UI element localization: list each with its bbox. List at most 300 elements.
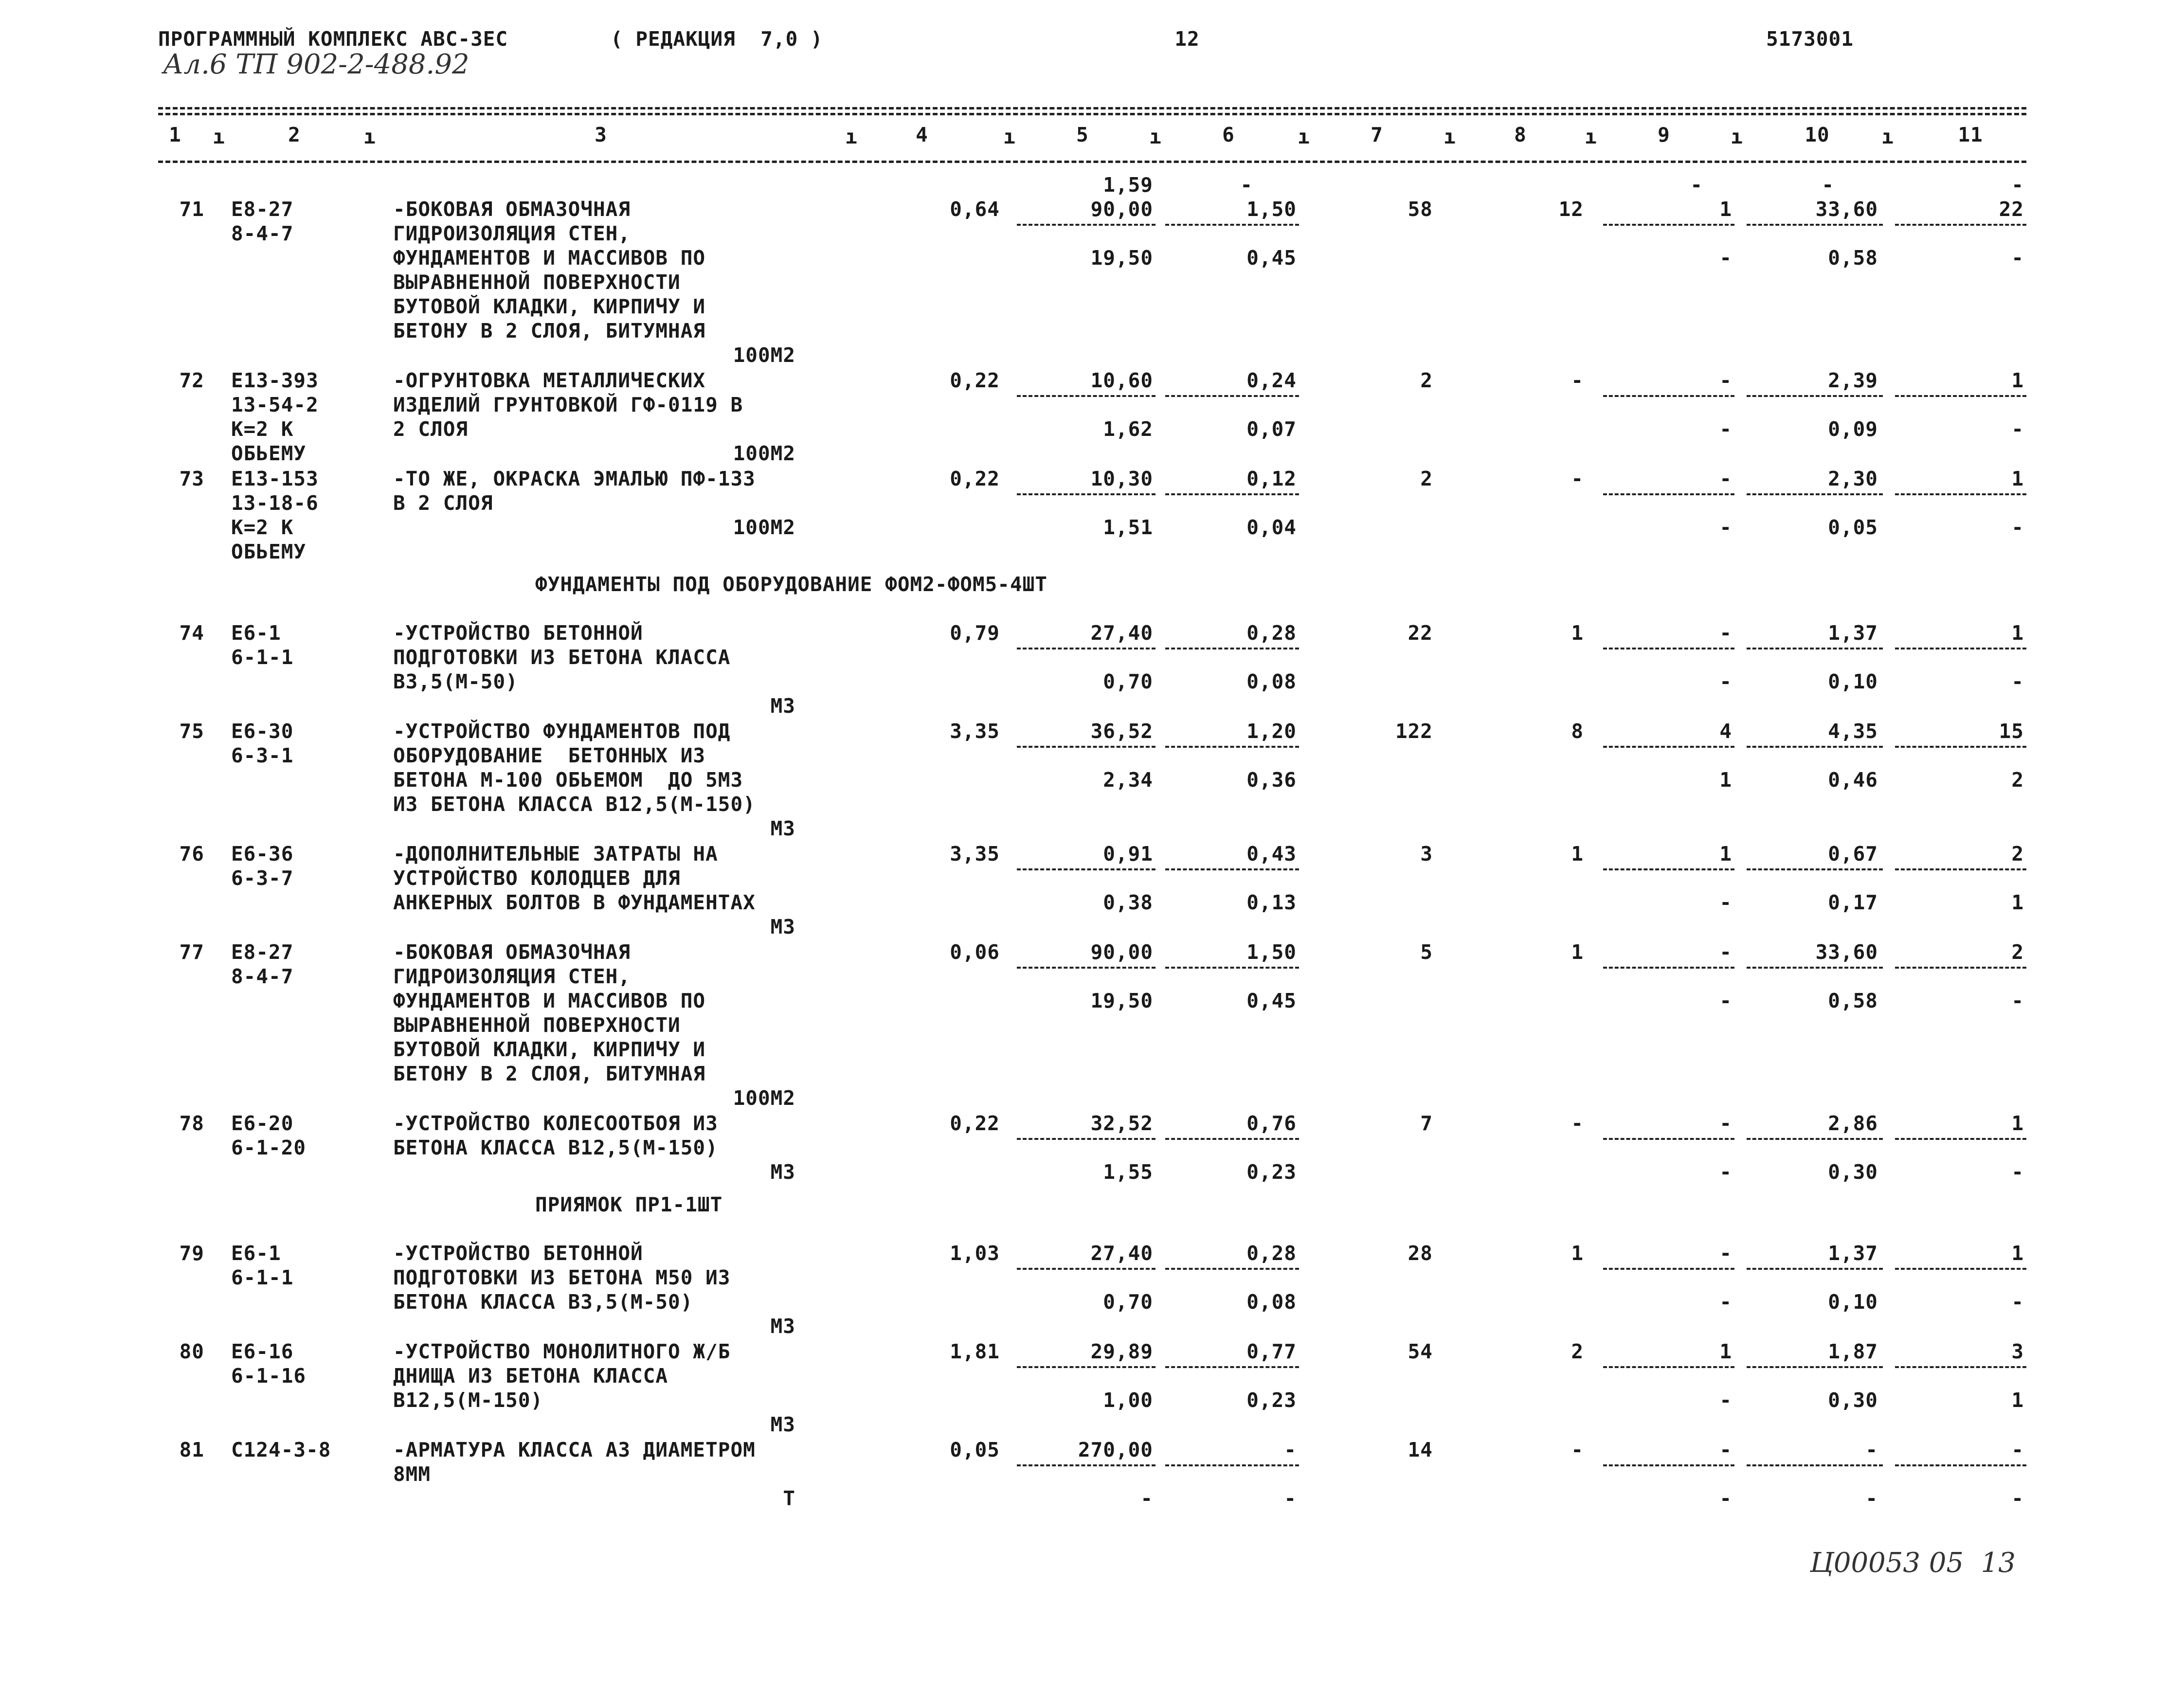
value-c8: 2	[1571, 1340, 1584, 1363]
value-c5: 19,50	[1090, 989, 1153, 1012]
row-number: 74	[179, 621, 204, 645]
fraction-rule-c10	[1747, 395, 1883, 397]
fraction-rule-c9	[1603, 1464, 1734, 1466]
value-c11: 2	[2011, 940, 2024, 964]
value-c10: -	[1865, 1487, 1878, 1510]
value-c6: 0,45	[1246, 246, 1297, 270]
value-c7: 14	[1408, 1438, 1433, 1461]
fraction-rule-c9	[1603, 746, 1734, 748]
page-number: 12	[1174, 27, 1200, 51]
handwritten-reference: Ал.6 ТП 902-2-488.92	[163, 49, 469, 80]
value-c6: 0,07	[1246, 417, 1297, 441]
fraction-rule-c11	[1895, 1366, 2026, 1368]
norm-code: Е13-153	[231, 467, 319, 490]
work-description: -ОГРУНТОВКА МЕТАЛЛИЧЕСКИХ	[393, 369, 706, 392]
value-c10: 0,10	[1828, 1290, 1878, 1314]
fraction-rule-c11	[1895, 395, 2026, 397]
value-c4: 0,06	[950, 940, 1000, 964]
value-c10: 0,05	[1828, 516, 1878, 539]
norm-code: 6-3-1	[231, 744, 294, 767]
unit-label: М3	[770, 915, 795, 938]
handwritten-sheet-number: Ц00053 05 13	[1810, 1547, 2016, 1579]
value-c11: -	[2011, 1487, 2024, 1510]
fraction-rule-c9	[1603, 648, 1734, 649]
value-c9: -	[1719, 1290, 1732, 1314]
fraction-rule-c9	[1603, 868, 1734, 870]
work-description: ФУНДАМЕНТОВ И МАССИВОВ ПО	[393, 989, 706, 1012]
fraction-rule-c11	[1895, 967, 2026, 969]
fraction-rule-c11	[1895, 224, 2026, 226]
value-c6: 0,28	[1246, 1242, 1297, 1265]
value-c9: -	[1719, 670, 1732, 693]
value-c5: 0,91	[1103, 842, 1153, 866]
value-c5: 90,00	[1090, 198, 1153, 221]
fraction-rule-c6	[1165, 1464, 1299, 1466]
value-c11: -	[2011, 417, 2024, 441]
norm-code: 6-3-7	[231, 866, 294, 890]
value-c10: -	[1865, 1438, 1878, 1461]
column-separator: ı	[1003, 125, 1016, 148]
column-separator: ı	[1444, 125, 1456, 148]
work-description: ИЗДЕЛИЙ ГРУНТОВКОЙ ГФ-0119 В	[393, 393, 743, 416]
value-c7: 5	[1420, 940, 1433, 964]
value-c5: 1,59	[1103, 173, 1153, 197]
column-header-1: 1	[169, 123, 181, 146]
fraction-rule-c6	[1165, 1268, 1299, 1270]
column-separator: ı	[213, 125, 225, 148]
fraction-rule-c10	[1747, 648, 1883, 649]
column-header-4: 4	[916, 123, 928, 146]
value-c10: 4,35	[1828, 720, 1878, 743]
fraction-rule-c10	[1747, 1138, 1883, 1140]
fraction-rule-c10	[1747, 1464, 1883, 1466]
value-c4: 0,05	[950, 1438, 1000, 1461]
work-description: БЕТОНУ В 2 СЛОЯ, БИТУМНАЯ	[393, 1062, 706, 1085]
value-c4: 0,22	[950, 467, 1000, 490]
section-heading: ПРИЯМОК ПР1-1ШТ	[535, 1193, 723, 1216]
value-c10: 1,37	[1828, 1242, 1878, 1265]
edition-label: ( РЕДАКЦИЯ 7,0 )	[611, 27, 823, 51]
norm-code: 13-18-6	[231, 491, 319, 515]
row-number: 71	[179, 198, 204, 221]
column-header-10: 10	[1805, 123, 1830, 146]
value-c4: 1,03	[950, 1242, 1000, 1265]
norm-code: ОБЬЕМУ	[231, 442, 307, 465]
value-c10: 2,30	[1828, 467, 1878, 490]
value-c9: -	[1690, 173, 1703, 197]
document-code: 5173001	[1766, 27, 1854, 51]
value-c6: 1,20	[1246, 720, 1297, 743]
value-c9: -	[1719, 1242, 1732, 1265]
work-description: -БОКОВАЯ ОБМАЗОЧНАЯ	[393, 940, 631, 964]
work-description: БЕТОНУ В 2 СЛОЯ, БИТУМНАЯ	[393, 319, 706, 343]
fraction-rule-c11	[1895, 868, 2026, 870]
work-description: -УСТРОЙСТВО ФУНДАМЕНТОВ ПОД	[393, 720, 731, 743]
value-c5: 19,50	[1090, 246, 1153, 270]
value-c5: 0,70	[1103, 670, 1153, 693]
work-description: -ДОПОЛНИТЕЛЬНЫЕ ЗАТРАТЫ НА	[393, 842, 718, 866]
value-c8: -	[1571, 1112, 1584, 1135]
value-c9: -	[1719, 1438, 1732, 1461]
value-c8: 1	[1571, 621, 1584, 645]
value-c8: 1	[1571, 1242, 1584, 1265]
value-c5: 27,40	[1090, 621, 1153, 645]
column-separator: ı	[1298, 125, 1310, 148]
work-description: ФУНДАМЕНТОВ И МАССИВОВ ПО	[393, 246, 706, 270]
value-c11: -	[2011, 173, 2024, 197]
fraction-rule-c5	[1017, 1464, 1155, 1466]
work-description: В3,5(М-50)	[393, 670, 518, 693]
norm-code: К=2 К	[231, 417, 294, 441]
fraction-rule-c5	[1017, 395, 1155, 397]
work-description: БУТОВОЙ КЛАДКИ, КИРПИЧУ И	[393, 1038, 706, 1061]
unit-label: 100М2	[733, 442, 795, 465]
work-description: УСТРОЙСТВО КОЛОДЦЕВ ДЛЯ	[393, 866, 681, 890]
value-c5: 1,00	[1103, 1388, 1153, 1412]
column-separator: ı	[845, 125, 858, 148]
value-c9: -	[1719, 246, 1732, 270]
value-c10: 33,60	[1815, 940, 1878, 964]
fraction-rule-c5	[1017, 868, 1155, 870]
work-description: 8ММ	[393, 1462, 431, 1486]
fraction-rule-c11	[1895, 746, 2026, 748]
fraction-rule-c10	[1747, 967, 1883, 969]
value-c11: 1	[2011, 1388, 2024, 1412]
value-c6: 0,24	[1246, 369, 1297, 392]
fraction-rule-c5	[1017, 1366, 1155, 1368]
unit-label: 100М2	[733, 516, 795, 539]
value-c4: 0,22	[950, 1112, 1000, 1135]
value-c5: 27,40	[1090, 1242, 1153, 1265]
column-header-7: 7	[1371, 123, 1383, 146]
fraction-rule-c11	[1895, 1138, 2026, 1140]
value-c9: -	[1719, 1112, 1732, 1135]
value-c6: -	[1240, 173, 1253, 197]
value-c7: 22	[1408, 621, 1433, 645]
value-c10: 33,60	[1815, 198, 1878, 221]
fraction-rule-c10	[1747, 1366, 1883, 1368]
work-description: -УСТРОЙСТВО КОЛЕСООТБОЯ ИЗ	[393, 1112, 718, 1135]
norm-code: 6-1-20	[231, 1136, 307, 1159]
fraction-rule-c10	[1747, 224, 1883, 226]
fraction-rule-c10	[1747, 493, 1883, 495]
work-description: В12,5(М-150)	[393, 1388, 543, 1412]
value-c9: 4	[1719, 720, 1732, 743]
value-c8: -	[1571, 369, 1584, 392]
norm-code: Е8-27	[231, 198, 294, 221]
value-c6: 0,08	[1246, 670, 1297, 693]
norm-code: Е6-1	[231, 621, 281, 645]
value-c8: 8	[1571, 720, 1584, 743]
value-c6: 0,45	[1246, 989, 1297, 1012]
value-c7: 2	[1420, 369, 1433, 392]
work-description: ПОДГОТОВКИ ИЗ БЕТОНА КЛАССА	[393, 646, 731, 669]
value-c6: 0,77	[1246, 1340, 1297, 1363]
fraction-rule-c6	[1165, 1366, 1299, 1368]
value-c11: 1	[2011, 891, 2024, 914]
value-c5: 2,34	[1103, 768, 1153, 792]
value-c11: 15	[1999, 720, 2024, 743]
value-c5: 270,00	[1078, 1438, 1153, 1461]
value-c10: -	[1822, 173, 1834, 197]
value-c11: -	[2011, 246, 2024, 270]
fraction-rule-c6	[1165, 395, 1299, 397]
value-c10: 0,09	[1828, 417, 1878, 441]
work-description: В 2 СЛОЯ	[393, 491, 493, 515]
norm-code: Е8-27	[231, 940, 294, 964]
fraction-rule-c11	[1895, 648, 2026, 649]
value-c5: -	[1140, 1487, 1153, 1510]
value-c10: 0,58	[1828, 246, 1878, 270]
column-header-5: 5	[1076, 123, 1089, 146]
value-c5: 32,52	[1090, 1112, 1153, 1135]
value-c6: -	[1284, 1438, 1297, 1461]
value-c5: 0,38	[1103, 891, 1153, 914]
value-c9: -	[1719, 1388, 1732, 1412]
value-c5: 1,51	[1103, 516, 1153, 539]
work-description: БЕТОНА М-100 ОБЬЕМОМ ДО 5М3	[393, 768, 743, 792]
value-c8: 12	[1558, 198, 1584, 221]
fraction-rule-c9	[1603, 493, 1734, 495]
value-c5: 29,89	[1090, 1340, 1153, 1363]
value-c9: -	[1719, 989, 1732, 1012]
fraction-rule-c5	[1017, 493, 1155, 495]
value-c11: 1	[2011, 1242, 2024, 1265]
work-description: ВЫРАВНЕННОЙ ПОВЕРХНОСТИ	[393, 270, 681, 294]
value-c6: 0,28	[1246, 621, 1297, 645]
fraction-rule-c9	[1603, 1366, 1734, 1368]
row-number: 75	[179, 720, 204, 743]
norm-code: 6-1-16	[231, 1364, 307, 1388]
row-number: 78	[179, 1112, 204, 1135]
value-c8: -	[1571, 1438, 1584, 1461]
column-separator: ı	[1731, 125, 1743, 148]
norm-code: Е6-16	[231, 1340, 294, 1363]
value-c11: -	[2011, 670, 2024, 693]
column-separator: ı	[1149, 125, 1162, 148]
value-c10: 0,17	[1828, 891, 1878, 914]
fraction-rule-c6	[1165, 967, 1299, 969]
fraction-rule-c5	[1017, 967, 1155, 969]
work-description: ОБОРУДОВАНИЕ БЕТОННЫХ ИЗ	[393, 744, 706, 767]
unit-label: 100М2	[733, 1086, 795, 1110]
row-number: 79	[179, 1242, 204, 1265]
fraction-rule-c6	[1165, 746, 1299, 748]
fraction-rule-c10	[1747, 1268, 1883, 1270]
value-c9: 1	[1719, 198, 1732, 221]
value-c6: 0,13	[1246, 891, 1297, 914]
work-description: БЕТОНА КЛАССА В12,5(М-150)	[393, 1136, 718, 1159]
column-separator: ı	[363, 125, 376, 148]
header-bottom-rule	[158, 161, 2026, 163]
value-c10: 0,30	[1828, 1160, 1878, 1184]
fraction-rule-c6	[1165, 648, 1299, 649]
work-description: ГИДРОИЗОЛЯЦИЯ СТЕН,	[393, 222, 631, 245]
value-c4: 3,35	[950, 720, 1000, 743]
work-description: ВЫРАВНЕННОЙ ПОВЕРХНОСТИ	[393, 1013, 681, 1037]
norm-code: Е6-30	[231, 720, 294, 743]
value-c7: 58	[1408, 198, 1433, 221]
value-c6: 0,43	[1246, 842, 1297, 866]
value-c9: -	[1719, 940, 1732, 964]
unit-label: М3	[770, 1413, 795, 1436]
value-c5: 36,52	[1090, 720, 1153, 743]
value-c11: 1	[2011, 1112, 2024, 1135]
value-c11: 1	[2011, 467, 2024, 490]
work-description: -ТО ЖЕ, ОКРАСКА ЭМАЛЬЮ ПФ-133	[393, 467, 756, 490]
norm-code: 8-4-7	[231, 222, 294, 245]
work-description: -УСТРОЙСТВО БЕТОННОЙ	[393, 621, 643, 645]
value-c6: 0,23	[1246, 1388, 1297, 1412]
value-c11: -	[2011, 1438, 2024, 1461]
column-header-8: 8	[1514, 123, 1527, 146]
work-description: АНКЕРНЫХ БОЛТОВ В ФУНДАМЕНТАХ	[393, 891, 756, 914]
unit-label: М3	[770, 817, 795, 840]
fraction-rule-c5	[1017, 1138, 1155, 1140]
value-c4: 0,22	[950, 369, 1000, 392]
value-c6: 0,08	[1246, 1290, 1297, 1314]
value-c7: 54	[1408, 1340, 1433, 1363]
norm-code: 8-4-7	[231, 965, 294, 988]
row-number: 76	[179, 842, 204, 866]
unit-label: М3	[770, 694, 795, 718]
value-c5: 1,62	[1103, 417, 1153, 441]
work-description: -БОКОВАЯ ОБМАЗОЧНАЯ	[393, 198, 631, 221]
fraction-rule-c9	[1603, 1268, 1734, 1270]
unit-label: М3	[770, 1160, 795, 1184]
unit-label: Т	[783, 1487, 795, 1510]
value-c8: 1	[1571, 842, 1584, 866]
value-c11: -	[2011, 989, 2024, 1012]
value-c9: -	[1719, 621, 1732, 645]
section-heading: ФУНДАМЕНТЫ ПОД ОБОРУДОВАНИЕ ФОМ2-ФОМ5-4ШТ	[535, 573, 1048, 596]
value-c7: 3	[1420, 842, 1433, 866]
work-description: ДНИЩА ИЗ БЕТОНА КЛАССА	[393, 1364, 668, 1388]
fraction-rule-c11	[1895, 1268, 2026, 1270]
value-c8: 1	[1571, 940, 1584, 964]
value-c10: 1,87	[1828, 1340, 1878, 1363]
value-c11: 3	[2011, 1340, 2024, 1363]
column-header-2: 2	[288, 123, 301, 146]
work-description: БУТОВОЙ КЛАДКИ, КИРПИЧУ И	[393, 295, 706, 318]
value-c7: 7	[1420, 1112, 1433, 1135]
norm-code: ОБЬЕМУ	[231, 540, 307, 563]
value-c10: 0,46	[1828, 768, 1878, 792]
value-c11: 2	[2011, 768, 2024, 792]
value-c10: 2,86	[1828, 1112, 1878, 1135]
fraction-rule-c9	[1603, 1138, 1734, 1140]
value-c11: 1	[2011, 369, 2024, 392]
norm-code: 13-54-2	[231, 393, 319, 416]
table-top-rule-2	[158, 113, 2026, 115]
value-c9: 1	[1719, 1340, 1732, 1363]
fraction-rule-c6	[1165, 1138, 1299, 1140]
fraction-rule-c5	[1017, 746, 1155, 748]
value-c10: 0,58	[1828, 989, 1878, 1012]
fraction-rule-c6	[1165, 868, 1299, 870]
value-c11: -	[2011, 1160, 2024, 1184]
value-c10: 0,10	[1828, 670, 1878, 693]
value-c11: 1	[2011, 621, 2024, 645]
fraction-rule-c9	[1603, 224, 1734, 226]
value-c9: -	[1719, 369, 1732, 392]
value-c10: 0,30	[1828, 1388, 1878, 1412]
value-c9: -	[1719, 417, 1732, 441]
column-header-11: 11	[1958, 123, 1983, 146]
value-c6: 0,23	[1246, 1160, 1297, 1184]
value-c11: 22	[1999, 198, 2024, 221]
value-c4: 0,64	[950, 198, 1000, 221]
row-number: 73	[179, 467, 204, 490]
unit-label: 100М2	[733, 343, 795, 367]
value-c11: -	[2011, 1290, 2024, 1314]
table-top-rule	[158, 107, 2026, 109]
norm-code: Е6-1	[231, 1242, 281, 1265]
row-number: 81	[179, 1438, 204, 1461]
value-c5: 10,30	[1090, 467, 1153, 490]
fraction-rule-c5	[1017, 224, 1155, 226]
program-title: ПРОГРАММНЫЙ КОМПЛЕКС АВС-ЗЕС	[158, 27, 508, 51]
fraction-rule-c9	[1603, 395, 1734, 397]
column-header-3: 3	[595, 123, 607, 146]
fraction-rule-c5	[1017, 648, 1155, 649]
value-c5: 10,60	[1090, 369, 1153, 392]
value-c6: 0,36	[1246, 768, 1297, 792]
value-c9: -	[1719, 1160, 1732, 1184]
norm-code: Е13-393	[231, 369, 319, 392]
value-c4: 1,81	[950, 1340, 1000, 1363]
value-c5: 1,55	[1103, 1160, 1153, 1184]
value-c9: 1	[1719, 768, 1732, 792]
value-c9: -	[1719, 516, 1732, 539]
value-c5: 90,00	[1090, 940, 1153, 964]
row-number: 80	[179, 1340, 204, 1363]
value-c6: 0,12	[1246, 467, 1297, 490]
work-description: -УСТРОЙСТВО БЕТОННОЙ	[393, 1242, 643, 1265]
fraction-rule-c11	[1895, 493, 2026, 495]
value-c7: 122	[1395, 720, 1433, 743]
value-c9: 1	[1719, 842, 1732, 866]
column-header-6: 6	[1222, 123, 1235, 146]
column-separator: ı	[1585, 125, 1597, 148]
value-c7: 28	[1408, 1242, 1433, 1265]
value-c7: 2	[1420, 467, 1433, 490]
unit-label: М3	[770, 1315, 795, 1338]
value-c10: 1,37	[1828, 621, 1878, 645]
value-c6: 1,50	[1246, 940, 1297, 964]
value-c6: 0,04	[1246, 516, 1297, 539]
column-separator: ı	[1881, 125, 1894, 148]
value-c4: 3,35	[950, 842, 1000, 866]
work-description: -АРМАТУРА КЛАССА А3 ДИАМЕТРОМ	[393, 1438, 756, 1461]
norm-code: С124-3-8	[231, 1438, 331, 1461]
value-c6: -	[1284, 1487, 1297, 1510]
value-c5: 0,70	[1103, 1290, 1153, 1314]
value-c6: 1,50	[1246, 198, 1297, 221]
fraction-rule-c9	[1603, 967, 1734, 969]
norm-code: Е6-36	[231, 842, 294, 866]
column-header-9: 9	[1658, 123, 1670, 146]
value-c9: -	[1719, 1487, 1732, 1510]
value-c10: 2,39	[1828, 369, 1878, 392]
value-c10: 0,67	[1828, 842, 1878, 866]
value-c8: -	[1571, 467, 1584, 490]
work-description: БЕТОНА КЛАССА В3,5(М-50)	[393, 1290, 693, 1314]
value-c11: -	[2011, 516, 2024, 539]
work-description: 2 СЛОЯ	[393, 417, 469, 441]
fraction-rule-c5	[1017, 1268, 1155, 1270]
fraction-rule-c10	[1747, 746, 1883, 748]
